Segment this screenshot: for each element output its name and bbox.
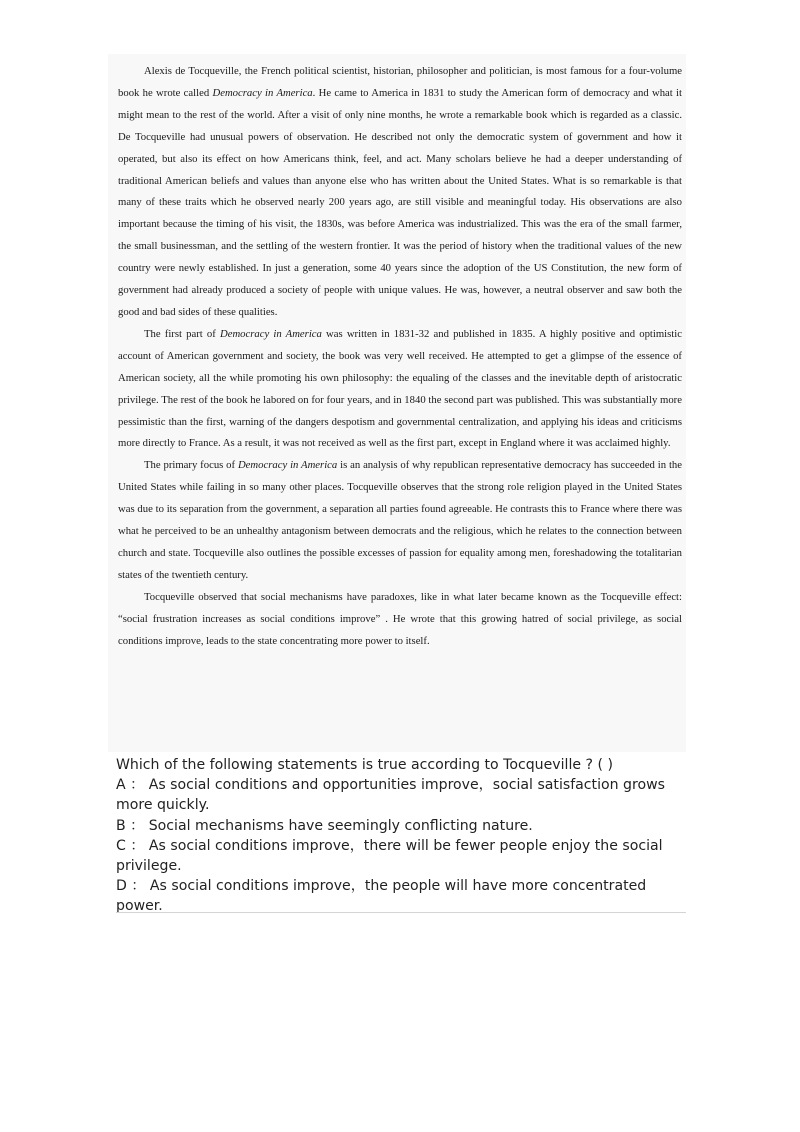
option-d[interactable]: D ： As social conditions improve，the people will have more concentrated power.: [116, 878, 647, 915]
passage-paragraph-2: The first part of Democracy in America was written in 1831-32 and published in 1835. A highly positive and optimistic account of American government and society, the book was very well received. He attempted to get a glimpse of the essence of American society, all the while promoting his own philosophy: the equaling of the classes and the inevitable depth of aristocratic privilege. The rest of the book he labored on for four years, and in 1840 the second part was published. This was substantially more pessimistic than the first, warning of the dangers despotism and governmental centralization, and applying his ideas and criticisms more directly to France. As a result, it was not received as well as the first part, except in England where it was acclaimed highly.: [118, 327, 682, 450]
passage-paragraph-3: The primary focus of Democracy in America is an analysis of why republican representative democracy has succeeded in the United States while failing in so many other places. Tocqueville observes that the strong role religion played in the United States was due to its separation from the government, a separation all parties found agreeable. He contrasts this to France where there was what he perceived to be an unhealthy antagonism between democrats and the religious, which he relates to the connection between church and state. Tocqueville also outlines the possible excesses of passion for equality among men, foreshadowing the totalitarian states of the twentieth century.: [118, 459, 682, 581]
passage-paragraph-1: Alexis de Tocqueville, the French political scientist, historian, philosopher and politician, is most famous for a four-volume book he wrote called Democracy in America. He came to America in 1831 to study the American form of democracy and what it might mean to the rest of the world. After a visit of only nine months, he wrote a remarkable book which is regarded as a classic. De Tocqueville had unusual powers of observation. He described not only the democratic system of government and how it operated, but also its effect on how Americans think, feel, and act. Many scholars believe he had a deeper understanding of traditional American beliefs and values than anyone else who has written about the United States. What is so remarkable is that many of these traits which he observed nearly 200 years ago, are still visible and meaningful today. His observations are also important because the timing of his visit, the 1830s, was before America was industrialized. This was the era of the small farmer, the small businessman, and the settling of the western frontier. It was the period of history when the traditional values of the new country were newly established. In just a generation, some 40 years since the adoption of the US Constitution, the new form of government had already produced a society of people with unique values. He was, however, a neutral observer and saw both the good and bad sides of these qualities.: [118, 65, 682, 318]
book-title: Democracy in America: [212, 86, 313, 99]
passage-paragraph-4: Tocqueville observed that social mechanisms have paradoxes, like in what later became known as the Tocqueville effect: “social frustration increases as social conditions improve” . He wrote that this growing hatred of social privilege, as social conditions improve, leads to the state concentrating more power to itself.: [118, 590, 682, 647]
option-b[interactable]: B ： Social mechanisms have seemingly conflicting nature.: [116, 817, 533, 834]
divider: [116, 912, 686, 913]
book-title: Democracy in America: [237, 459, 338, 472]
question-block: [116, 755, 686, 917]
option-c[interactable]: C ： As social conditions improve，there will be fewer people enjoy the social privilege.: [116, 837, 663, 875]
option-a[interactable]: A ： As social conditions and opportunities improve，social satisfaction grows more quickly.: [116, 777, 665, 814]
book-title: Democracy in America: [219, 327, 322, 340]
question-stem: Which of the following statements is true according to Tocqueville ? ( ): [116, 757, 613, 773]
passage-scan-image: [108, 54, 686, 752]
